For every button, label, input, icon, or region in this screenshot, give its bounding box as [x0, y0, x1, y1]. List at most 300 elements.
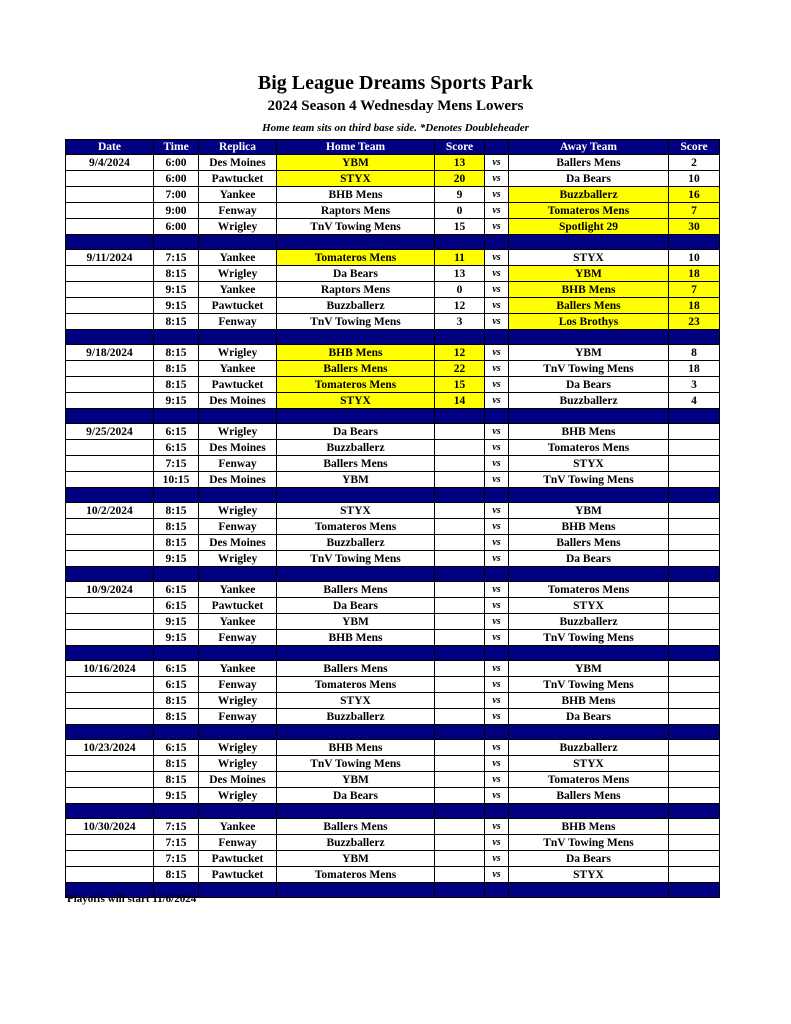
- away-team: STYX: [509, 598, 669, 614]
- home-team: TnV Towing Mens: [277, 756, 435, 772]
- away-score: 10: [669, 250, 720, 266]
- game-row: [66, 266, 720, 282]
- away-score: [669, 867, 720, 883]
- away-score: [669, 693, 720, 709]
- home-score: [435, 519, 485, 535]
- separator-cell: [199, 567, 277, 582]
- separator-cell: [154, 804, 199, 819]
- game-time: 8:15: [154, 519, 199, 535]
- separator-cell: [154, 409, 199, 424]
- vs-label: vs: [485, 661, 509, 677]
- game-time: 6:15: [154, 661, 199, 677]
- game-time: 8:15: [154, 361, 199, 377]
- home-team: Raptors Mens: [277, 282, 435, 298]
- away-team: Da Bears: [509, 709, 669, 725]
- game-time: 6:00: [154, 219, 199, 235]
- away-score: 8: [669, 345, 720, 361]
- game-row: [66, 503, 720, 519]
- away-score: [669, 851, 720, 867]
- home-team: Buzzballerz: [277, 298, 435, 314]
- home-score: 20: [435, 171, 485, 187]
- separator-cell: [66, 235, 154, 250]
- game-replica: Yankee: [199, 282, 277, 298]
- game-row: [66, 440, 720, 456]
- away-score: 4: [669, 393, 720, 409]
- home-score: 0: [435, 282, 485, 298]
- away-team: Los Brothys: [509, 314, 669, 330]
- game-row: [66, 772, 720, 788]
- game-replica: Wrigley: [199, 219, 277, 235]
- vs-label: vs: [485, 393, 509, 409]
- away-team: Tomateros Mens: [509, 440, 669, 456]
- away-score: 7: [669, 203, 720, 219]
- game-row: [66, 219, 720, 235]
- separator-cell: [485, 235, 509, 250]
- game-row: [66, 472, 720, 488]
- game-time: 7:15: [154, 250, 199, 266]
- game-date: 9/25/2024: [66, 424, 154, 440]
- home-score: [435, 598, 485, 614]
- vs-label: vs: [485, 740, 509, 756]
- game-row: [66, 835, 720, 851]
- vs-label: vs: [485, 630, 509, 646]
- game-row: [66, 598, 720, 614]
- away-score: [669, 740, 720, 756]
- separator-cell: [435, 804, 485, 819]
- game-replica: Des Moines: [199, 472, 277, 488]
- home-score: 12: [435, 298, 485, 314]
- vs-label: vs: [485, 472, 509, 488]
- away-team: Ballers Mens: [509, 298, 669, 314]
- separator-cell: [509, 409, 669, 424]
- game-date: [66, 266, 154, 282]
- separator-cell: [435, 235, 485, 250]
- game-date: [66, 756, 154, 772]
- game-time: 7:15: [154, 819, 199, 835]
- separator-cell: [66, 567, 154, 582]
- page-title: Big League Dreams Sports Park: [257, 72, 534, 94]
- home-team: Ballers Mens: [277, 361, 435, 377]
- away-team: Tomateros Mens: [509, 203, 669, 219]
- home-score: 9: [435, 187, 485, 203]
- game-replica: Wrigley: [199, 345, 277, 361]
- home-score: [435, 472, 485, 488]
- separator-cell: [509, 804, 669, 819]
- separator-cell: [435, 488, 485, 503]
- home-score: [435, 440, 485, 456]
- home-team: TnV Towing Mens: [277, 219, 435, 235]
- away-score: 18: [669, 361, 720, 377]
- game-replica: Fenway: [199, 709, 277, 725]
- home-team: Buzzballerz: [277, 535, 435, 551]
- game-row: [66, 677, 720, 693]
- game-replica: Fenway: [199, 630, 277, 646]
- vs-label: vs: [485, 361, 509, 377]
- away-team: Da Bears: [509, 551, 669, 567]
- separator-cell: [435, 330, 485, 345]
- separator-cell: [199, 235, 277, 250]
- separator-cell: [277, 725, 435, 740]
- header-home-team: Home Team: [277, 140, 435, 155]
- game-time: 8:15: [154, 772, 199, 788]
- away-score: [669, 835, 720, 851]
- vs-label: vs: [485, 298, 509, 314]
- game-time: 9:15: [154, 298, 199, 314]
- home-score: [435, 582, 485, 598]
- vs-label: vs: [485, 772, 509, 788]
- home-team: Da Bears: [277, 598, 435, 614]
- away-team: BHB Mens: [509, 819, 669, 835]
- game-row: [66, 155, 720, 171]
- game-replica: Yankee: [199, 661, 277, 677]
- home-team: BHB Mens: [277, 345, 435, 361]
- away-score: 7: [669, 282, 720, 298]
- away-team: BHB Mens: [509, 282, 669, 298]
- game-date: 10/2/2024: [66, 503, 154, 519]
- separator-cell: [669, 725, 720, 740]
- game-replica: Pawtucket: [199, 377, 277, 393]
- away-team: Tomateros Mens: [509, 772, 669, 788]
- separator-cell: [66, 409, 154, 424]
- game-replica: Fenway: [199, 314, 277, 330]
- home-score: [435, 456, 485, 472]
- week-separator: [66, 804, 720, 819]
- away-team: Da Bears: [509, 171, 669, 187]
- separator-cell: [199, 883, 277, 898]
- away-score: [669, 582, 720, 598]
- game-replica: Wrigley: [199, 424, 277, 440]
- game-time: 6:00: [154, 171, 199, 187]
- vs-label: vs: [485, 851, 509, 867]
- away-team: Buzzballerz: [509, 187, 669, 203]
- separator-cell: [509, 725, 669, 740]
- away-score: 10: [669, 171, 720, 187]
- home-score: [435, 867, 485, 883]
- away-team: STYX: [509, 867, 669, 883]
- vs-label: vs: [485, 377, 509, 393]
- separator-cell: [199, 330, 277, 345]
- away-team: BHB Mens: [509, 424, 669, 440]
- game-time: 9:15: [154, 614, 199, 630]
- game-date: [66, 377, 154, 393]
- away-team: YBM: [509, 661, 669, 677]
- separator-cell: [509, 646, 669, 661]
- game-replica: Wrigley: [199, 756, 277, 772]
- home-team: Tomateros Mens: [277, 377, 435, 393]
- separator-cell: [485, 567, 509, 582]
- home-score: 13: [435, 155, 485, 171]
- away-team: YBM: [509, 266, 669, 282]
- away-team: STYX: [509, 756, 669, 772]
- game-replica: Wrigley: [199, 266, 277, 282]
- vs-label: vs: [485, 187, 509, 203]
- week-separator: [66, 409, 720, 424]
- home-score: 0: [435, 203, 485, 219]
- vs-label: vs: [485, 171, 509, 187]
- game-date: [66, 298, 154, 314]
- game-date: [66, 709, 154, 725]
- away-team: Buzzballerz: [509, 393, 669, 409]
- separator-cell: [66, 330, 154, 345]
- game-time: 8:15: [154, 535, 199, 551]
- game-time: 8:15: [154, 345, 199, 361]
- game-time: 9:15: [154, 282, 199, 298]
- schedule-body: [66, 155, 720, 898]
- away-team: BHB Mens: [509, 519, 669, 535]
- home-team: TnV Towing Mens: [277, 551, 435, 567]
- game-replica: Fenway: [199, 835, 277, 851]
- separator-cell: [435, 725, 485, 740]
- away-score: [669, 756, 720, 772]
- home-team: Tomateros Mens: [277, 250, 435, 266]
- away-score: [669, 424, 720, 440]
- vs-label: vs: [485, 835, 509, 851]
- game-row: [66, 456, 720, 472]
- game-replica: Fenway: [199, 456, 277, 472]
- vs-label: vs: [485, 709, 509, 725]
- game-date: 9/4/2024: [66, 155, 154, 171]
- header-replica: Replica: [199, 140, 277, 155]
- game-date: 10/30/2024: [66, 819, 154, 835]
- separator-cell: [277, 804, 435, 819]
- away-team: TnV Towing Mens: [509, 630, 669, 646]
- separator-cell: [199, 646, 277, 661]
- away-score: [669, 519, 720, 535]
- away-score: [669, 709, 720, 725]
- home-team: Raptors Mens: [277, 203, 435, 219]
- separator-cell: [435, 883, 485, 898]
- vs-label: vs: [485, 282, 509, 298]
- vs-label: vs: [485, 598, 509, 614]
- game-row: [66, 867, 720, 883]
- home-score: 15: [435, 377, 485, 393]
- separator-cell: [277, 488, 435, 503]
- home-team: Tomateros Mens: [277, 677, 435, 693]
- away-score: [669, 440, 720, 456]
- vs-label: vs: [485, 519, 509, 535]
- separator-cell: [277, 409, 435, 424]
- game-replica: Wrigley: [199, 503, 277, 519]
- game-date: [66, 456, 154, 472]
- game-row: [66, 693, 720, 709]
- away-team: TnV Towing Mens: [509, 472, 669, 488]
- home-team: BHB Mens: [277, 630, 435, 646]
- vs-label: vs: [485, 867, 509, 883]
- separator-cell: [509, 883, 669, 898]
- game-date: [66, 219, 154, 235]
- week-separator: [66, 330, 720, 345]
- game-row: [66, 250, 720, 266]
- game-time: 6:15: [154, 440, 199, 456]
- home-score: 22: [435, 361, 485, 377]
- home-score: 12: [435, 345, 485, 361]
- home-team: STYX: [277, 393, 435, 409]
- separator-cell: [509, 330, 669, 345]
- away-team: Da Bears: [509, 377, 669, 393]
- game-time: 6:15: [154, 424, 199, 440]
- game-time: 8:15: [154, 377, 199, 393]
- game-replica: Fenway: [199, 519, 277, 535]
- game-replica: Des Moines: [199, 440, 277, 456]
- vs-label: vs: [485, 314, 509, 330]
- separator-cell: [66, 804, 154, 819]
- game-row: [66, 361, 720, 377]
- separator-cell: [277, 883, 435, 898]
- home-team: Da Bears: [277, 788, 435, 804]
- vs-label: vs: [485, 345, 509, 361]
- away-score: [669, 535, 720, 551]
- game-time: 8:15: [154, 266, 199, 282]
- away-score: [669, 661, 720, 677]
- home-score: [435, 630, 485, 646]
- vs-label: vs: [485, 456, 509, 472]
- separator-cell: [277, 646, 435, 661]
- game-date: [66, 203, 154, 219]
- home-team: Tomateros Mens: [277, 867, 435, 883]
- home-score: [435, 424, 485, 440]
- game-row: [66, 298, 720, 314]
- vs-label: vs: [485, 614, 509, 630]
- game-date: 10/9/2024: [66, 582, 154, 598]
- vs-label: vs: [485, 219, 509, 235]
- header-home-score: Score: [435, 140, 485, 155]
- vs-label: vs: [485, 693, 509, 709]
- header-away-team: Away Team: [509, 140, 669, 155]
- vs-label: vs: [485, 819, 509, 835]
- game-date: [66, 282, 154, 298]
- game-time: 7:15: [154, 456, 199, 472]
- separator-cell: [199, 725, 277, 740]
- game-date: [66, 519, 154, 535]
- vs-label: vs: [485, 250, 509, 266]
- game-date: [66, 677, 154, 693]
- game-replica: Yankee: [199, 582, 277, 598]
- home-score: [435, 677, 485, 693]
- home-score: 11: [435, 250, 485, 266]
- game-date: [66, 630, 154, 646]
- separator-cell: [485, 725, 509, 740]
- separator-cell: [199, 804, 277, 819]
- header-time: Time: [154, 140, 199, 155]
- away-score: [669, 630, 720, 646]
- game-time: 8:15: [154, 693, 199, 709]
- game-time: 10:15: [154, 472, 199, 488]
- vs-label: vs: [485, 440, 509, 456]
- vs-label: vs: [485, 551, 509, 567]
- separator-cell: [66, 725, 154, 740]
- game-date: [66, 772, 154, 788]
- home-team: Buzzballerz: [277, 835, 435, 851]
- game-date: [66, 440, 154, 456]
- home-score: [435, 503, 485, 519]
- separator-cell: [485, 804, 509, 819]
- game-time: 8:15: [154, 867, 199, 883]
- away-team: TnV Towing Mens: [509, 361, 669, 377]
- game-date: [66, 551, 154, 567]
- game-row: [66, 424, 720, 440]
- game-time: 8:15: [154, 503, 199, 519]
- home-score: [435, 740, 485, 756]
- game-time: 6:15: [154, 598, 199, 614]
- game-date: [66, 851, 154, 867]
- playoffs-note: Playoffs will start 11/6/2024: [67, 893, 197, 905]
- home-team: Ballers Mens: [277, 661, 435, 677]
- away-team: BHB Mens: [509, 693, 669, 709]
- game-row: [66, 345, 720, 361]
- vs-label: vs: [485, 788, 509, 804]
- week-separator: [66, 725, 720, 740]
- away-score: 18: [669, 266, 720, 282]
- home-team: BHB Mens: [277, 187, 435, 203]
- home-score: [435, 835, 485, 851]
- vs-label: vs: [485, 677, 509, 693]
- game-time: 6:15: [154, 740, 199, 756]
- game-date: 10/16/2024: [66, 661, 154, 677]
- game-replica: Wrigley: [199, 788, 277, 804]
- separator-cell: [509, 235, 669, 250]
- vs-label: vs: [485, 582, 509, 598]
- game-date: [66, 835, 154, 851]
- home-team: YBM: [277, 614, 435, 630]
- home-team: STYX: [277, 171, 435, 187]
- game-time: 6:00: [154, 155, 199, 171]
- separator-cell: [154, 567, 199, 582]
- page-subtitle: 2024 Season 4 Wednesday Mens Lowers: [267, 98, 524, 114]
- game-row: [66, 171, 720, 187]
- doubleheader-note: Home team sits on third base side. *Denotes Doubleheader: [262, 122, 529, 134]
- away-team: Ballers Mens: [509, 155, 669, 171]
- away-score: 18: [669, 298, 720, 314]
- game-replica: Des Moines: [199, 772, 277, 788]
- home-score: [435, 756, 485, 772]
- game-row: [66, 614, 720, 630]
- week-separator: [66, 646, 720, 661]
- vs-label: vs: [485, 266, 509, 282]
- away-score: [669, 614, 720, 630]
- vs-label: vs: [485, 155, 509, 171]
- home-team: BHB Mens: [277, 740, 435, 756]
- week-separator: [66, 235, 720, 250]
- game-date: [66, 187, 154, 203]
- game-date: [66, 472, 154, 488]
- home-team: Buzzballerz: [277, 709, 435, 725]
- away-score: 2: [669, 155, 720, 171]
- separator-cell: [154, 235, 199, 250]
- home-score: 3: [435, 314, 485, 330]
- game-row: [66, 582, 720, 598]
- separator-cell: [154, 488, 199, 503]
- header-row: [66, 140, 720, 155]
- home-score: 13: [435, 266, 485, 282]
- away-score: [669, 819, 720, 835]
- game-replica: Wrigley: [199, 740, 277, 756]
- vs-label: vs: [485, 203, 509, 219]
- game-row: [66, 661, 720, 677]
- game-date: [66, 171, 154, 187]
- away-team: YBM: [509, 345, 669, 361]
- game-time: 9:15: [154, 393, 199, 409]
- vs-label: vs: [485, 756, 509, 772]
- separator-cell: [669, 567, 720, 582]
- separator-cell: [669, 646, 720, 661]
- away-score: [669, 551, 720, 567]
- game-replica: Yankee: [199, 819, 277, 835]
- away-team: TnV Towing Mens: [509, 677, 669, 693]
- separator-cell: [199, 409, 277, 424]
- away-score: [669, 788, 720, 804]
- home-score: [435, 535, 485, 551]
- away-score: 3: [669, 377, 720, 393]
